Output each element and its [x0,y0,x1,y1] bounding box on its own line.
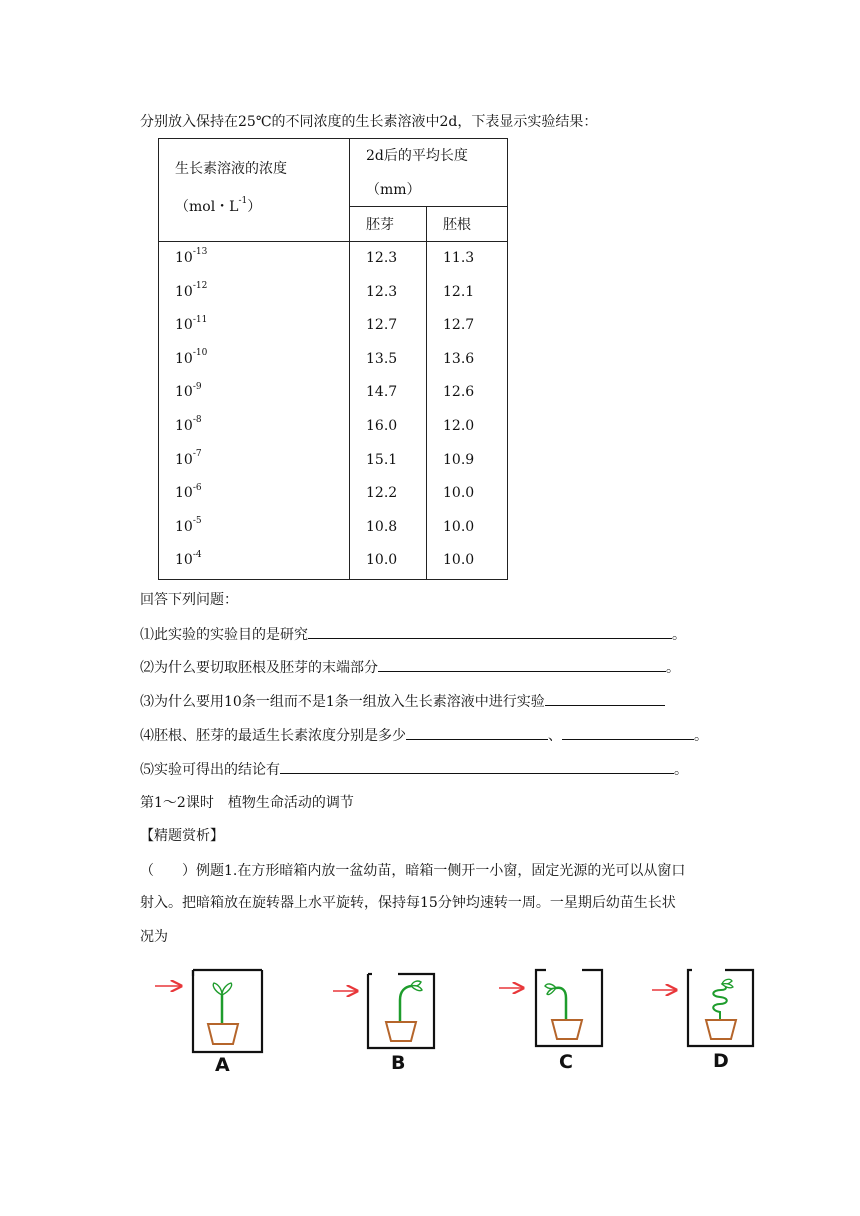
bud-length-cell: 12.3 [366,250,398,266]
bud-subheader: 胚芽 [350,206,427,241]
example-line-2: 射入。把暗箱放在旋转器上水平旋转，保持每15分钟均速转一周。一星期后幼苗生长状 [140,895,676,911]
seedling-straight-icon [213,983,231,1024]
question-3: ⑶为什么要用10条一组而不是1条一组放入生长素溶液中进行实验 [140,691,665,712]
answer-paren[interactable]: （ ） [140,863,196,879]
root-length-cell: 12.7 [443,317,475,334]
option-c-label[interactable]: C [559,1051,573,1073]
answer-blank-4b[interactable] [562,725,694,740]
question-5: ⑸实验可得出的结论有 。 [140,759,688,780]
length-header [350,139,508,207]
answer-blank-2[interactable] [378,657,666,672]
question-1: ⑴此实验的实验目的是研究 。 [140,624,686,645]
bud-length-cell: 13.5 [366,350,398,367]
root-length-cell: 10.0 [443,518,475,535]
bud-length-cell: 10.0 [366,552,398,569]
seedling-bent-left-icon [545,984,566,1020]
root-length-cell: 10.0 [443,552,475,569]
concentration-cell: $10^{-6}$ [175,482,202,502]
length-header-unit: （mm） [366,182,421,199]
bud-length-cell: 14.7 [366,384,398,401]
root-length-cell: 12.0 [443,417,475,434]
section-title: 第1～2课时 植物生命活动的调节 [140,795,354,811]
pot-icon [386,1022,416,1041]
pot-icon [552,1020,582,1039]
plant-options-figure [0,960,860,1080]
option-a-label[interactable]: A [215,1054,230,1076]
analysis-heading: 【精题赏析】 [140,828,224,844]
seedling-coiled-icon [713,979,733,1020]
root-subheader: 胚根 [427,206,508,241]
root-length-cell: 13.6 [443,350,475,367]
length-header-line1: 2d后的平均长度 [366,148,468,165]
root-length-cell: 12.6 [443,384,475,401]
concentration-cell: $10^{-10}$ [175,348,208,367]
root-length-cell: 11.3 [443,250,475,266]
concentration-header [159,139,350,242]
concentration-cell: $10^{-5}$ [175,516,202,535]
bud-length-cell: 12.3 [366,283,398,300]
example-line-1: （ ）例题1.在方形暗箱内放一盆幼苗，暗箱一侧开一小窗，固定光源的光可以从窗口 [140,863,686,879]
answer-blank-1[interactable] [308,624,672,639]
answer-blank-4a[interactable] [406,725,548,740]
option-d[interactable] [652,970,753,1046]
option-b-label[interactable]: B [391,1052,406,1074]
answer-prompt: 回答下列问题： [140,592,238,608]
option-d-label[interactable]: D [713,1050,729,1072]
bud-length-cell: 12.7 [366,317,398,334]
answer-blank-3[interactable] [545,691,665,706]
concentration-cell: $10^{-11}$ [175,314,208,334]
concentration-cell: $10^{-8}$ [175,415,202,434]
concentration-header-line1: 生长素溶液的浓度 [175,161,287,177]
root-length-cell: 12.1 [443,283,475,300]
bud-length-cell: 12.2 [366,485,398,502]
bud-length-cell: 16.0 [366,417,398,434]
bud-length-cell: 15.1 [366,451,398,468]
bud-length-cell: 10.8 [366,518,398,535]
root-length-cell: 10.9 [443,451,475,468]
root-length-column [427,242,508,580]
concentration-cell: $10^{-9}$ [175,381,202,401]
seedling-bent-right-icon [400,981,422,1022]
option-a[interactable] [155,970,262,1052]
answer-blank-5[interactable] [280,759,674,774]
concentration-cell: $10^{-7}$ [175,448,202,468]
pot-icon [208,1024,238,1044]
bud-length-column [350,242,427,580]
concentration-cell: $10^{-4}$ [175,549,202,569]
concentration-cell: $10^{-12}$ [175,280,208,300]
results-table [158,138,508,580]
root-length-cell: 10.0 [443,485,475,502]
concentration-column [159,242,350,580]
concentration-cell: $10^{-13}$ [175,247,208,266]
intro-text: 分别放入保持在25℃的不同浓度的生长素溶液中2d，下表显示实验结果： [140,114,598,130]
concentration-header-unit: （mol・$L^{-1}$） [175,196,262,215]
example-line-3: 况为 [140,929,168,945]
option-b[interactable] [333,974,434,1048]
question-2: ⑵为什么要切取胚根及胚芽的末端部分 。 [140,657,680,678]
question-4: ⑷胚根、胚芽的最适生长素浓度分别是多少 、 。 [140,725,708,746]
option-c[interactable] [499,970,602,1046]
pot-icon [706,1020,736,1039]
